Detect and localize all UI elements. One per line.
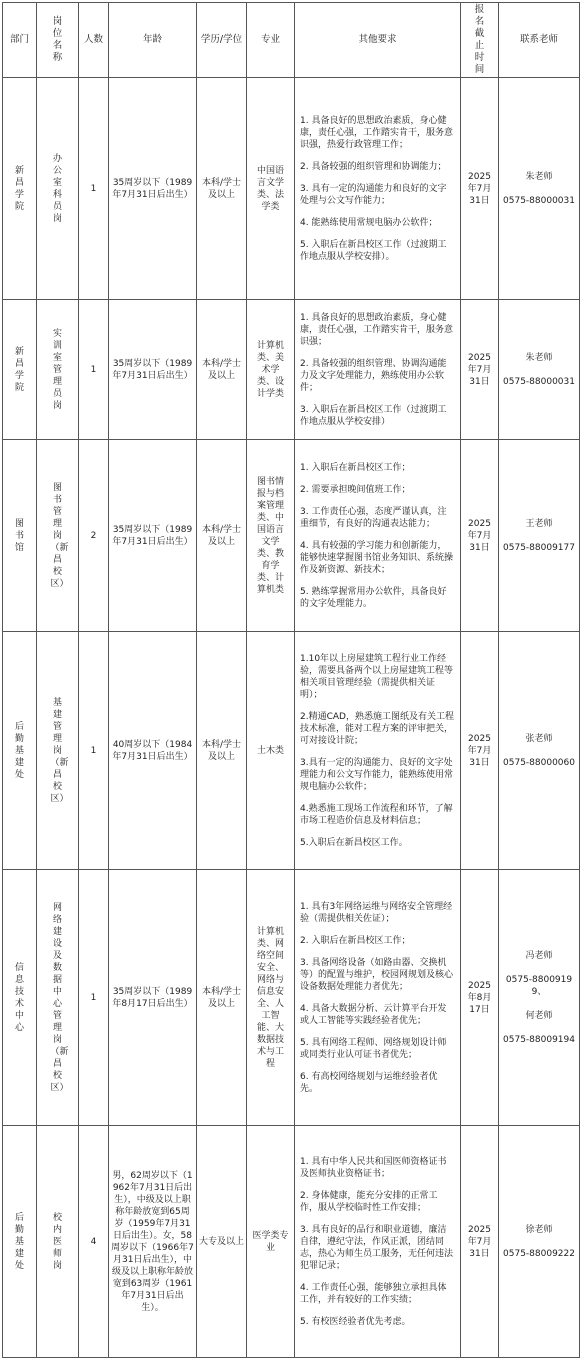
requirement-item: 2. 需要承担晚间值班工作； — [300, 484, 411, 495]
requirement-item: 5. 熟练掌握常用办公软件，具备良好的文字处理能力。 — [300, 586, 447, 609]
cell-requirements — [295, 78, 461, 300]
table-row — [3, 440, 580, 632]
contact-line: 0575-88009199、 — [505, 974, 573, 997]
requirement-item: 2. 具备较强的组织管理和协调能力； — [300, 161, 447, 172]
cell-position: 实训室管理员岗 — [37, 300, 79, 440]
table-row — [3, 78, 580, 300]
header-requirements: 其他要求 — [295, 3, 461, 78]
header-contact: 联系老师 — [499, 3, 580, 78]
cell-dept: 新昌学院 — [3, 78, 37, 300]
cell-age: 40周岁以下（1984年7月31日后出生） — [109, 632, 197, 870]
table-row — [3, 1126, 580, 1358]
cell-count: 1 — [79, 632, 109, 870]
cell-major: 医学类专业 — [247, 1126, 295, 1358]
requirement-item: 3. 工作责任心强，态度严谨认真，注重细节，有良好的沟通表达能力； — [300, 506, 447, 529]
contact-line: 何老师 — [525, 1010, 553, 1021]
contact-line: 朱老师 — [525, 171, 553, 182]
cell-count: 1 — [79, 78, 109, 300]
cell-major: 中国语言文学类、法学类 — [247, 78, 295, 300]
cell-dept: 后勤基建处 — [3, 1126, 37, 1358]
contact-line: 0575-88000031 — [503, 376, 575, 387]
header-edu: 学历/学位 — [197, 3, 247, 78]
cell-dept: 图书馆 — [3, 440, 37, 632]
cell-deadline: 2025年7月31日 — [461, 440, 499, 632]
requirement-item: 5. 有校医经验者优先考虑。 — [300, 1316, 411, 1327]
header-dept: 部门 — [3, 3, 37, 78]
cell-requirements — [295, 632, 461, 870]
cell-age: 35周岁以下（1989年8月17日后出生） — [109, 870, 197, 1126]
cell-count: 1 — [79, 300, 109, 440]
cell-position: 基建管理岗（新昌校区） — [37, 632, 79, 870]
cell-edu: 大专及以上 — [197, 1126, 247, 1358]
requirement-item: 4. 具备大数据分析、云计算平台开发或人工智能等实践经验者优先； — [300, 1003, 447, 1026]
cell-count: 1 — [79, 870, 109, 1126]
cell-major: 图书情报与档案管理类、中国语言文学类、教育学类、计算机类 — [247, 440, 295, 632]
requirement-item: 1.10年以上房屋建筑工程行业工作经验，需要具备两个以上房屋建筑工程等相关项目管理经验（需提供相关证明）； — [300, 653, 454, 700]
requirement-item: 3.具有一定的沟通能力、良好的文字处理能力和公文写作能力，能熟练使用常规电脑办公软件； — [300, 757, 454, 792]
cell-deadline: 2025年7月31日 — [461, 632, 499, 870]
cell-edu: 本科/学士及以上 — [197, 440, 247, 632]
cell-position: 网络建设及数据中心管理岗（新昌校区） — [37, 870, 79, 1126]
requirement-item: 5. 入职后在新昌校区工作（过渡期工作地点服从学校安排）。 — [300, 239, 447, 262]
cell-age: 35周岁以下（1989年7月31日后出生） — [109, 300, 197, 440]
contact-line: 0575-88000031 — [503, 195, 575, 206]
requirement-item: 1. 具备良好的思想政治素质，身心健康，责任心强，工作踏实肯干，服务意识强，热爱行政管理工作； — [300, 115, 454, 150]
requirement-item: 3. 具备网络设备（如路由器、交换机等）的配置与维护，校园网规划及核心设备数据处理能力者优先； — [300, 957, 454, 992]
header-deadline: 报名截止时间 — [461, 3, 499, 78]
cell-dept: 新昌学院 — [3, 300, 37, 440]
cell-edu: 本科/学士及以上 — [197, 632, 247, 870]
cell-contact — [499, 78, 580, 300]
contact-line: 冯老师 — [525, 950, 553, 961]
cell-major: 土木类 — [247, 632, 295, 870]
requirement-item: 2. 身体健康，能充分安排的正常工作，服从学校临时性工作安排； — [300, 1190, 438, 1213]
requirement-item: 1. 具备良好的思想政治素质，身心健康，责任心强，工作踏实肯干，服务意识强； — [300, 312, 454, 347]
table-row — [3, 870, 580, 1126]
requirement-item: 2. 入职后在新昌校区工作； — [300, 935, 411, 946]
requirement-item: 4. 具有较强的学习能力和创新能力，能够快速掌握图书馆业务知识、系统操作及新资源、新技术； — [300, 540, 454, 575]
contact-line: 张老师 — [525, 733, 553, 744]
contact-line: 朱老师 — [525, 352, 553, 363]
requirement-item: 1. 具有中华人民共和国医师资格证书及医师执业资格证书； — [300, 1156, 447, 1179]
requirement-item: 1. 入职后在新昌校区工作； — [300, 462, 411, 473]
contact-line: 0575-88009177 — [503, 542, 575, 553]
cell-age: 35周岁以下（1989年7月31日后出生） — [109, 78, 197, 300]
cell-contact — [499, 300, 580, 440]
contact-line: 徐老师 — [525, 1224, 553, 1235]
cell-count: 4 — [79, 1126, 109, 1358]
cell-age: 35周岁以下（1989年7月31日后出生） — [109, 440, 197, 632]
cell-deadline: 2025年8月17日 — [461, 870, 499, 1126]
cell-contact — [499, 632, 580, 870]
requirement-item: 3. 入职后在新昌校区工作（过渡期工作地点服从学校安排） — [300, 404, 447, 427]
cell-requirements — [295, 440, 461, 632]
cell-position: 办公室科员岗 — [37, 78, 79, 300]
table-row — [3, 632, 580, 870]
requirement-item: 4.熟悉施工现场工作流程和环节，了解市场工程造价信息及材料信息； — [300, 803, 453, 826]
cell-edu: 本科/学士及以上 — [197, 78, 247, 300]
cell-edu: 本科/学士及以上 — [197, 870, 247, 1126]
requirement-item: 4. 工作责任心强，能够独立承担具体工作，并有较好的工作实绩； — [300, 1282, 447, 1305]
cell-count: 2 — [79, 440, 109, 632]
requirement-item: 3. 具有良好的品行和职业道德，廉洁自律，遵纪守法，作风正派，团结同志，热心为师生员工服务，无任何违法犯罪记录； — [300, 1224, 454, 1271]
requirement-item: 4. 能熟练使用常规电脑办公软件； — [300, 217, 438, 228]
requirement-item: 5.入职后在新昌校区工作。 — [300, 837, 408, 848]
cell-requirements — [295, 1126, 461, 1358]
requirement-item: 2. 具备较强的组织管理、协调沟通能力及文字处理能力，熟练使用办公软件； — [300, 358, 447, 393]
cell-major: 计算机类、美术学类、设计学类 — [247, 300, 295, 440]
header-row — [3, 3, 580, 78]
cell-deadline: 2025年7月31日 — [461, 78, 499, 300]
contact-line: 0575-88009194 — [503, 1034, 575, 1045]
requirement-item: 5. 具有网络工程师、网络规划设计师或同类行业认可证书者优先； — [300, 1037, 447, 1060]
recruitment-table — [2, 2, 580, 1358]
header-major: 专业 — [247, 3, 295, 78]
contact-line: 王老师 — [525, 518, 553, 529]
cell-edu: 本科/学士及以上 — [197, 300, 247, 440]
cell-position: 校内医师岗 — [37, 1126, 79, 1358]
cell-position: 图书管理岗（新昌校区） — [37, 440, 79, 632]
cell-age: 男，62周岁以下（1962年7月31日后出生），中级及以上职称年龄放宽到65周岁（1959年7月31日后出生）。女，58周岁以下（1966年7月31日后出生），中级及以上职称年龄放宽到63周岁（1961年7月31日后出生）。 — [109, 1126, 197, 1358]
cell-dept: 后勤基建处 — [3, 632, 37, 870]
cell-requirements — [295, 870, 461, 1126]
header-position: 岗位名称 — [37, 3, 79, 78]
cell-contact — [499, 1126, 580, 1358]
requirement-item: 1. 具有3年网络运维与网络安全管理经验（需提供相关佐证）； — [300, 901, 453, 924]
cell-contact — [499, 440, 580, 632]
contact-line: 0575-88009222 — [503, 1248, 575, 1259]
header-age: 年龄 — [109, 3, 197, 78]
cell-dept: 信息技术中心 — [3, 870, 37, 1126]
requirement-item: 6. 有高校网络规划与运维经验者优先。 — [300, 1071, 438, 1094]
cell-major: 计算机类、网络空间安全、网络与信息安全、人工智能、大数据技术与工程 — [247, 870, 295, 1126]
contact-line: 0575-88000060 — [503, 757, 575, 768]
cell-contact — [499, 870, 580, 1126]
requirement-item: 3. 具有一定的沟通能力和良好的文字处理与公文写作能力； — [300, 183, 447, 206]
table-row — [3, 300, 580, 440]
cell-requirements — [295, 300, 461, 440]
cell-deadline: 2025年7月31日 — [461, 1126, 499, 1358]
header-count: 人数 — [79, 3, 109, 78]
cell-deadline: 2025年7月31日 — [461, 300, 499, 440]
requirement-item: 2.精通CAD，熟悉施工图纸及有关工程技术标准，能对工程方案的评审把关，可对接设计院； — [300, 711, 454, 746]
